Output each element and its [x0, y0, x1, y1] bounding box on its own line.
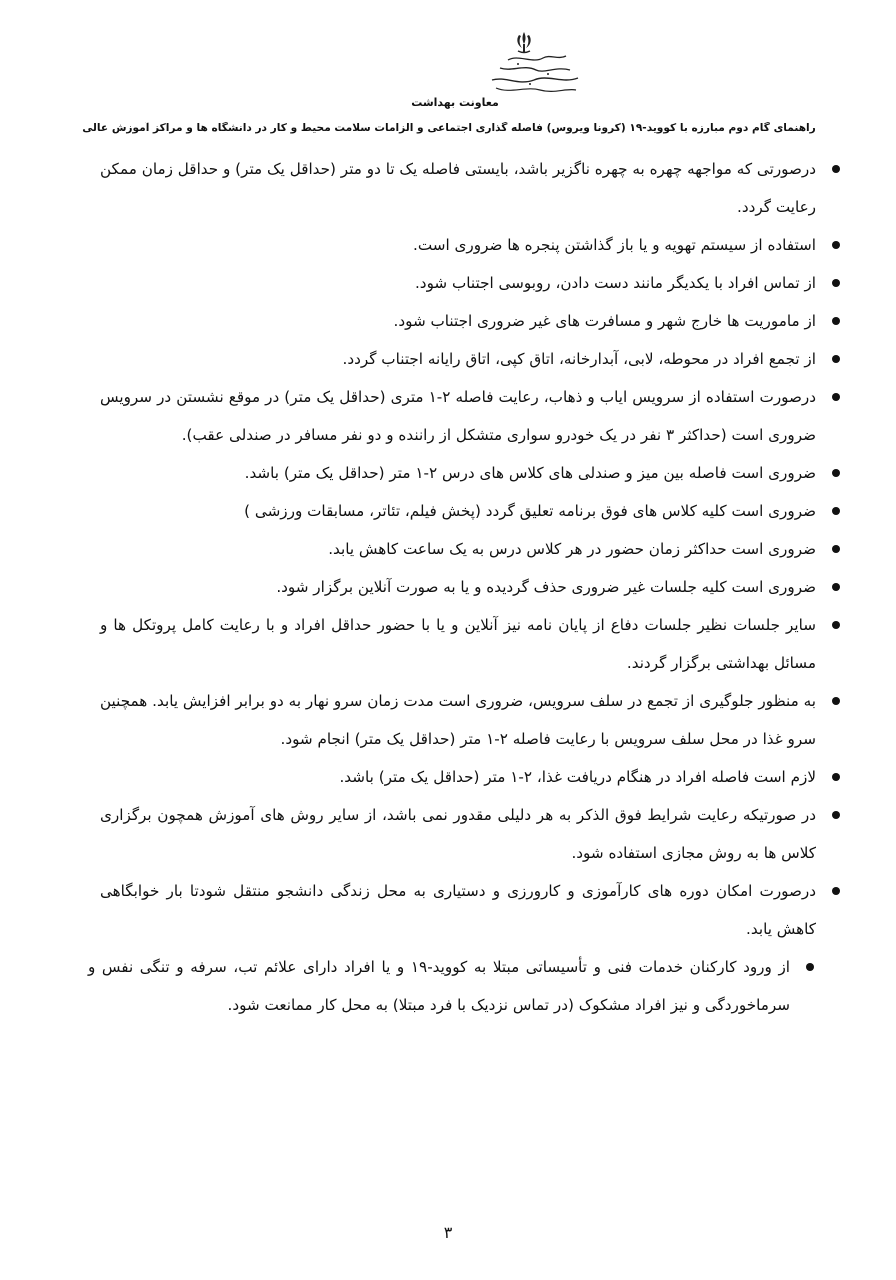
- list-item: [100, 302, 842, 340]
- list-item: [100, 492, 842, 530]
- bullet-icon: [832, 545, 840, 553]
- bullet-icon: [806, 963, 814, 971]
- document-subtitle: راهنمای گام دوم مبارزه با کووید-۱۹ (کرونا ویروس) فاصله گذاری اجتماعی و الزامات سلامت محیط و کار در دانشگاه ها و مراکز آموزش عالی: [82, 122, 816, 134]
- bullet-icon: [832, 697, 840, 705]
- letterhead: [52, 0, 842, 146]
- bullet-icon: [832, 317, 840, 325]
- list-item-text: سایر جلسات نظیر جلسات دفاع از پایان نامه نیز آنلاین و یا با حضور حداقل افراد و با رعایت کامل پروتکل ها و مسائل بهداشتی برگزار گردند.: [100, 616, 816, 672]
- bullet-icon: [832, 773, 840, 781]
- list-item: [100, 758, 842, 796]
- bullet-icon: [832, 165, 840, 173]
- list-item-text: ضروری است کلیه کلاس های فوق برنامه تعلیق گردد (پخش فیلم، تئاتر، مسابقات ورزشی ): [244, 502, 816, 520]
- guideline-list: [88, 150, 842, 1024]
- list-item-text: از تجمع افراد در محوطه، لابی، آبدارخانه، اتاق کپی، اتاق رایانه اجتناب گردد.: [342, 350, 816, 368]
- bullet-icon: [832, 811, 840, 819]
- bullet-icon: [832, 469, 840, 477]
- list-item: [100, 340, 842, 378]
- list-item-text: در صورتیکه رعایت شرایط فوق الذکر به هر دلیلی مقدور نمی باشد، از سایر روش های آموزش همچون برگزاری کلاس ها به روش مجازی استفاده شود.: [100, 806, 816, 862]
- list-item: [100, 150, 842, 226]
- bullet-icon: [832, 621, 840, 629]
- department-title: معاونت بهداشت: [411, 96, 499, 109]
- list-item-text: درصورت امکان دوره های کارآموزی و کارورزی و دستیاری به محل زندگی دانشجو منتقل شودتا بار خوابگاهی کاهش یابد.: [100, 882, 816, 938]
- list-item-text: ضروری است کلیه جلسات غیر ضروری حذف گردیده و یا به صورت آنلاین برگزار شود.: [276, 578, 816, 596]
- list-item: [100, 682, 842, 758]
- bullet-icon: [832, 507, 840, 515]
- list-item: [100, 606, 842, 682]
- list-item: [100, 378, 842, 454]
- list-item-text: ضروری است فاصله بین میز و صندلی های کلاس های درس ۲-۱ متر (حداقل یک متر) باشد.: [244, 464, 816, 482]
- list-item-text: به منظور جلوگیری از تجمع در سلف سرویس، ضروری است مدت زمان سرو نهار به دو برابر افزایش یابد. همچنین سرو غذا در محل سلف سرویس با رعایت فاصله ۲-۱ متر (حداقل یک متر) انجام شود.: [100, 692, 816, 748]
- list-item: [100, 530, 842, 568]
- list-item-text: ضروری است حداکثر زمان حضور در هر کلاس درس به یک ساعت کاهش یابد.: [328, 540, 816, 558]
- list-item-text: از ماموریت ها خارج شهر و مسافرت های غیر ضروری اجتناب شود.: [393, 312, 816, 330]
- list-item: [100, 872, 842, 948]
- page-number: ۳: [443, 1223, 453, 1242]
- list-item-text: از تماس افراد با یکدیگر مانند دست دادن، روبوسی اجتناب شود.: [414, 274, 816, 292]
- list-item: [88, 948, 816, 1024]
- list-item: [100, 568, 842, 606]
- list-item-text: درصورت استفاده از سرویس ایاب و ذهاب، رعایت فاصله ۲-۱ متری (حداقل یک متر) در موقع نشستن در سرویس ضروری است (حداکثر ۳ نفر در یک خودرو سواری متشکل از راننده و دو نفر مسافر در صندلی عقب).: [100, 388, 816, 444]
- bullet-icon: [832, 393, 840, 401]
- bullet-icon: [832, 355, 840, 363]
- bullet-icon: [832, 887, 840, 895]
- list-item: [100, 264, 842, 302]
- list-item-text: استفاده از سیستم تهویه و یا باز گذاشتن پنجره ها ضروری است.: [413, 236, 816, 254]
- list-item: [100, 796, 842, 872]
- list-item: [100, 226, 842, 264]
- bullet-icon: [832, 279, 840, 287]
- list-item-text: از ورود کارکنان خدمات فنی و تأسیساتی مبتلا به کووید-۱۹ و یا افراد دارای علائم تب، سرفه و تنگی نفس و سرماخوردگی و نیز افراد مشکوک (در تماس نزدیک با فرد مبتلا) به محل کار ممانعت شود.: [88, 958, 790, 1014]
- ministry-calligraphy-logo: [478, 50, 588, 96]
- list-item-text: لازم است فاصله افراد در هنگام دریافت غذا، ۲-۱ متر (حداقل یک متر) باشد.: [339, 768, 816, 786]
- bullet-icon: [832, 241, 840, 249]
- bullet-icon: [832, 583, 840, 591]
- list-item: [100, 454, 842, 492]
- list-item-text: درصورتی که مواجهه چهره به چهره ناگزیر باشد، بایستی فاصله یک تا دو متر (حداقل یک متر) و حداقل زمان ممکن رعایت گردد.: [100, 160, 816, 216]
